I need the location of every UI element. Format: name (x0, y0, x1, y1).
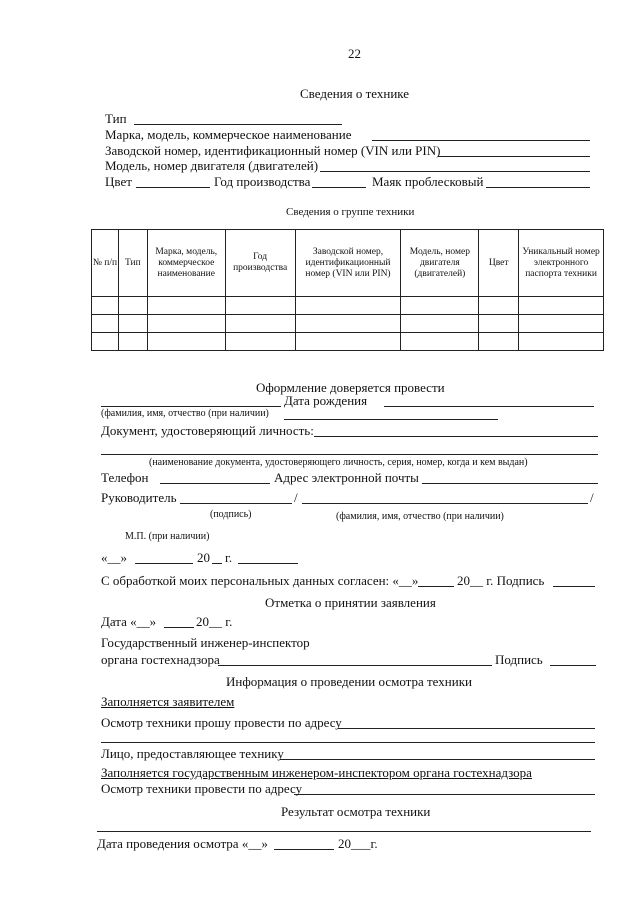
phone-field[interactable] (160, 483, 270, 484)
email-field[interactable] (422, 483, 598, 484)
id-doc-field-2[interactable] (101, 454, 598, 455)
conduct-address-field[interactable] (294, 794, 595, 795)
request-address-field-2[interactable] (101, 742, 595, 743)
acceptance-date-label: Дата «__» (101, 614, 157, 629)
col-header-engine: Модель, номер двигателя (двигателей) (401, 230, 479, 297)
fio-hint: (фамилия, имя, отчество (при наличии) (101, 408, 269, 419)
sign-hint: (подпись) (210, 509, 252, 520)
table-cell[interactable] (295, 333, 401, 351)
result-field[interactable] (97, 831, 591, 832)
year-label: Год производства (214, 174, 311, 189)
model-engine-label: Модель, номер двигателя (двигателей) (105, 158, 319, 173)
col-header-number: № п/п (92, 230, 119, 297)
inspection-title: Информация о проведении осмотра техники (226, 674, 472, 689)
id-doc-label: Документ, удостоверяющий личность: (101, 423, 314, 438)
email-label: Адрес электронной почты (274, 470, 419, 485)
table-cell[interactable] (118, 297, 147, 315)
proxy-date-year: 20 (197, 550, 210, 565)
type-field[interactable] (134, 124, 342, 125)
id-doc-hint: (наименование документа, удостоверяющего личность, серия, номер, когда и кем выдан) (149, 457, 528, 468)
table-cell[interactable] (295, 315, 401, 333)
table-cell[interactable] (401, 333, 479, 351)
stamp-label: М.П. (при наличии) (125, 531, 210, 542)
model-engine-field[interactable] (320, 171, 590, 172)
consent-month-field[interactable] (418, 586, 454, 587)
color-label: Цвет (105, 174, 132, 189)
inspector-label-1: Государственный инженер-инспектор (101, 635, 310, 650)
year-field[interactable] (312, 187, 366, 188)
fio-underline (284, 419, 498, 420)
table-cell[interactable] (401, 297, 479, 315)
table-cell[interactable] (401, 315, 479, 333)
beacon-field[interactable] (486, 187, 590, 188)
head-fio-field[interactable] (302, 503, 588, 504)
table-cell[interactable] (147, 315, 225, 333)
acceptance-title: Отметка о принятии заявления (265, 595, 436, 610)
request-address-label: Осмотр техники прошу провести по адресу (101, 715, 342, 730)
consent-signature-field[interactable] (553, 586, 595, 587)
representative-label: Лицо, предоставляющее технику (101, 746, 284, 761)
head-signature-field[interactable] (180, 503, 292, 504)
inspector-fio-field[interactable] (218, 665, 492, 666)
proxy-date-open: «__» (101, 550, 127, 565)
table-cell[interactable] (295, 297, 401, 315)
table-header-row (92, 230, 604, 297)
proxy-fio-field[interactable] (101, 406, 281, 407)
proxy-date-extra-field[interactable] (238, 563, 298, 564)
inspection-date-label: Дата проведения осмотра «__» (97, 836, 268, 851)
head-slash-1: / (294, 490, 298, 505)
result-title: Результат осмотра техники (281, 804, 431, 819)
col-header-passport: Уникальный номер электронного паспорта техники (519, 230, 604, 297)
proxy-date-month-field[interactable] (135, 563, 193, 564)
by-applicant-label: Заполняется заявителем (101, 694, 235, 709)
birth-date-field[interactable] (384, 406, 594, 407)
consent-year-signature: 20__ г. Подпись (457, 573, 545, 588)
type-label: Тип (105, 111, 127, 126)
table-row (92, 315, 604, 333)
acceptance-date-month-field[interactable] (164, 627, 194, 628)
table-cell[interactable] (147, 297, 225, 315)
table-row (92, 333, 604, 351)
group-section-title: Сведения о группе техники (286, 206, 415, 218)
table-cell[interactable] (479, 297, 519, 315)
table-cell[interactable] (118, 333, 147, 351)
table-cell[interactable] (225, 297, 295, 315)
table-cell[interactable] (92, 297, 119, 315)
inspector-label-2: органа гостехнадзора (101, 652, 220, 667)
phone-label: Телефон (101, 470, 149, 485)
table-row (92, 297, 604, 315)
col-header-year: Год производства (225, 230, 295, 297)
proxy-section-title: Оформление доверяется провести (256, 380, 445, 395)
brand-field[interactable] (372, 140, 590, 141)
tech-section-title: Сведения о технике (300, 86, 410, 101)
inspection-date-month-field[interactable] (274, 849, 334, 850)
proxy-date-g: г. (225, 550, 233, 565)
table-cell[interactable] (519, 297, 604, 315)
col-header-serial: Заводской номер, идентификационный номер (VIN или PIN) (295, 230, 401, 297)
brand-label: Марка, модель, коммерческое наименование (105, 127, 352, 142)
conduct-address-label: Осмотр техники провести по адресу (101, 781, 303, 796)
request-address-field[interactable] (338, 728, 595, 729)
beacon-label: Маяк проблесковый (372, 174, 484, 189)
page-number: 22 (348, 46, 361, 61)
table-cell[interactable] (225, 315, 295, 333)
proxy-date-year-field[interactable] (212, 563, 222, 564)
color-field[interactable] (136, 187, 210, 188)
table-cell[interactable] (92, 315, 119, 333)
table-cell[interactable] (225, 333, 295, 351)
col-header-color: Цвет (479, 230, 519, 297)
id-doc-field[interactable] (314, 436, 598, 437)
inspection-date-year: 20___г. (338, 836, 378, 851)
acceptance-signature-field[interactable] (550, 665, 596, 666)
representative-field[interactable] (280, 759, 595, 760)
table-cell[interactable] (519, 333, 604, 351)
birth-date-label: Дата рождения (284, 393, 368, 408)
acceptance-date-year: 20__ г. (196, 614, 233, 629)
serial-field[interactable] (438, 156, 590, 157)
acceptance-signature-label: Подпись (495, 652, 543, 667)
by-inspector-label: Заполняется государственным инженером-инспектором органа гостехнадзора (101, 765, 532, 780)
head-label: Руководитель (101, 490, 177, 505)
col-header-brand: Марка, модель, коммерческое наименование (147, 230, 225, 297)
col-header-type: Тип (118, 230, 147, 297)
table-cell[interactable] (92, 333, 119, 351)
table-cell[interactable] (118, 315, 147, 333)
table-cell[interactable] (519, 315, 604, 333)
table-cell[interactable] (479, 315, 519, 333)
head-fio-hint: (фамилия, имя, отчество (при наличии) (336, 511, 504, 522)
head-slash-2: / (590, 490, 594, 505)
serial-label: Заводской номер, идентификационный номер (VIN или PIN) (105, 143, 441, 158)
consent-label: С обработкой моих персональных данных согласен: «__» (101, 573, 419, 588)
table-cell[interactable] (479, 333, 519, 351)
table-cell[interactable] (147, 333, 225, 351)
group-table (91, 229, 604, 351)
